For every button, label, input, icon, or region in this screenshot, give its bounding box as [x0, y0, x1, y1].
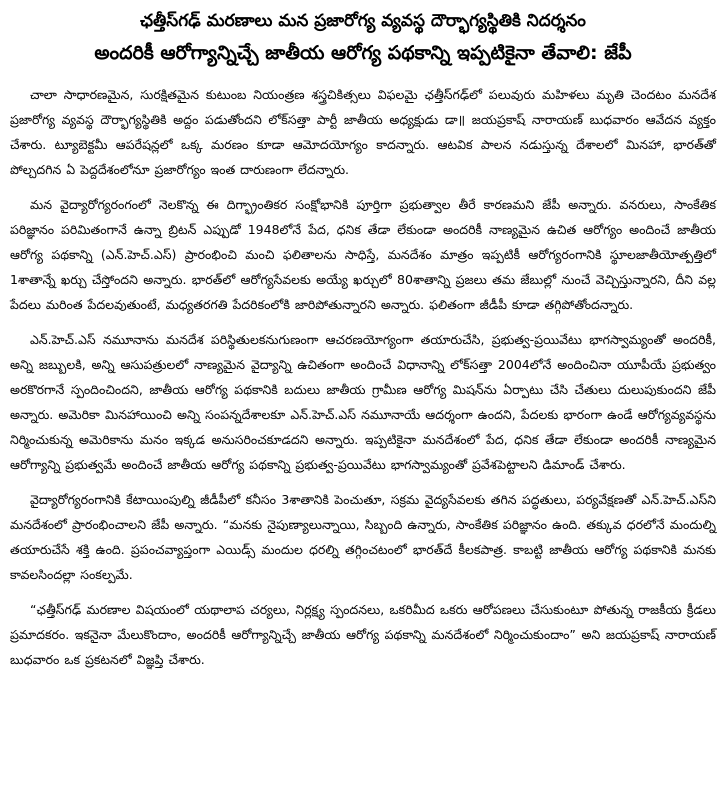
article-body — [10, 82, 716, 672]
paragraph-5: “ఛత్తీస్‌గఢ్ మరణాల విషయంలో యథాలాప చర్యలు, నిర్లక్ష్య స్పందనలు, ఒకరిమీద ఒకరు ఆరోపణలు చేసుకుంటూ పోతున్న రాజకీయ క్రీడలు ప్రమాదకరం. ఇకనైనా మేలుకొందాం, అందరికీ ఆరోగ్యాన్నిచ్చే జాతీయ ఆరోగ్య పథకాన్ని మనదేశంలో నిర్మించుకుందాం” అని జయప్రకాష్ నారాయణ్ బుధవారం ఒక ప్రకటనలో విజ్ఞప్తి చేశారు. — [10, 602, 716, 667]
paragraph-2: మన వైద్యారోగ్యరంగంలో నెలకొన్న ఈ దిగ్భ్రాంతికర సంక్షోభానికి పూర్తిగా ప్రభుత్వాల తీరే కారణమని జేపీ అన్నారు. వనరులు, సాంకేతిక పరిజ్ఞానం పరిమితంగానే ఉన్నా బ్రిటన్ ఎప్పుడో 1948లోనే పేద, ధనిక తేడా లేకుండా అందరికీ నాణ్యమైన ఉచిత ఆరోగ్యం అందించే జాతీయ ఆరోగ్య పథకాన్ని (ఎన్.హెచ్.ఎస్) ప్రారంభించి మంచి ఫలితాలను సాధిస్తే, మనదేశం మాత్రం ఇప్పటికీ ఆరోగ్యరంగానికి స్థూలజాతీయోత్పత్తిలో 1శాతాన్నే ఖర్చు చేస్తోందని అన్నారు. భారత్‌లో ఆరోగ్యసేవలకు అయ్యే ఖర్చులో 80శాతాన్ని ప్రజలు తమ జేబుల్లో నుంచే వెచ్చిస్తున్నారని, దీని వల్ల పేదలు మరింత పేదలవుతుంటే, మధ్యతరగతి పేదరికంలోకి జారిపోతున్నారని అన్నారు. ఫలితంగా జీడీపీ కూడా తగ్గిపోతోందన్నారు. — [10, 197, 716, 312]
paragraph-3: ఎన్.హెచ్.ఎస్ నమూనాను మనదేశ పరిస్థితులకనుగుణంగా ఆచరణయోగ్యంగా తయారుచేసి, ప్రభుత్వ-ప్రయివేటు భాగస్వామ్యంతో అందరికీ, అన్ని జబ్బులకి, అన్ని ఆసుపత్రులలో నాణ్యమైన వైద్యాన్ని ఉచితంగా అందించే విధానాన్ని లోక్‌సత్తా 2004లోనే అందించినా యూపీయే ప్రభుత్వం అరకొరగానే స్పందించిందని, జాతీయ ఆరోగ్య పథకానికి బదులు జాతీయ గ్రామీణ ఆరోగ్య మిషన్‌ను ఏర్పాటు చేసి చేతులు దులుపుకుందని జేపీ అన్నారు. అమెరికా మినహాయించి అన్ని సంపన్నదేశాలకూ ఎన్.హెచ్.ఎస్ నమూనాయే ఆదర్శంగా ఉందని, పేదలకు భారంగా ఉండే ఆరోగ్యవ్యవస్థను నిర్మించుకున్న అమెరికాను మనం ఇక్కడ అనుసరించకూడదని అన్నారు. ఇప్పటికైనా మనదేశంలో పేద, ధనిక తేడా లేకుండా అందరికీ నాణ్యమైన ఆరోగ్యాన్ని ప్రభుత్వమే అందించే జాతీయ ఆరోగ్య పథకాన్ని ప్రభుత్వ-ప్రయివేటు భాగస్వామ్యంతో ప్రవేశపెట్టాలని డిమాండ్ చేశారు. — [10, 332, 716, 472]
headline-secondary: అందరికీ ఆరోగ్యాన్నిచ్చే జాతీయ ఆరోగ్య పథకాన్ని ఇప్పటికైనా తేవాలి: జేపీ — [94, 42, 632, 64]
paragraph-1: చాలా సాధారణమైన, సురక్షితమైన కుటుంబ నియంత్రణ శస్త్రచికిత్సలు విఫలమై ఛత్తీస్‌గఢ్‌లో పలువురు మహిళలు మృతి చెందటం మనదేశ ప్రజారోగ్య వ్యవస్థ దౌర్భాగ్యస్థితికి అద్దం పడుతోందని లోక్‌సత్తా పార్టీ జాతీయ అధ్యక్షుడు డా॥ జయప్రకాష్ నారాయణ్ బుధవారం ఆవేదన వ్యక్తం చేశారు. ట్యూబెక్టమీ ఆపరేషన్లలో ఒక్క మరణం కూడా ఆమోదయోగ్యం కాదన్నారు. ఆటవిక పాలన నడుస్తున్న దేశాలలో మినహా, భారత్‌తో పోల్చదగిన ఏ పెద్దదేశంలోనూ ప్రజారోగ్యం ఇంత దారుణంగా లేదన్నారు. — [10, 87, 716, 177]
headline-primary: ఛత్తీస్‌గఢ్ మరణాలు మన ప్రజారోగ్య వ్యవస్థ దౌర్భాగ్యస్థితికి నిదర్శనం — [140, 11, 586, 31]
paragraph-4: వైద్యారోగ్యరంగానికి కేటాయింపుల్ని జీడీపీలో కనీసం 3శాతానికి పెంచుతూ, సక్రమ వైద్యసేవలకు తగిన పద్ధతులు, పర్యవేక్షణతో ఎన్.హెచ్.ఎస్‌ని మనదేశంలో ప్రారంభించాలని జేపీ అన్నారు. “మనకు నైపుణ్యాలున్నాయి, సిబ్బంది ఉన్నారు, సాంకేతిక పరిజ్ఞానం ఉంది. తక్కువ ధరలోనే మందుల్ని తయారుచేసే శక్తి ఉంది. ప్రపంచవ్యాప్తంగా ఎయిడ్స్ మందుల ధరల్ని తగ్గించటంలో భారత్‌దే కీలకపాత్ర. కాబట్టి జాతీయ ఆరోగ్య పథకానికి మనకు కావలసిందల్లా సంకల్పమే. — [10, 492, 716, 582]
